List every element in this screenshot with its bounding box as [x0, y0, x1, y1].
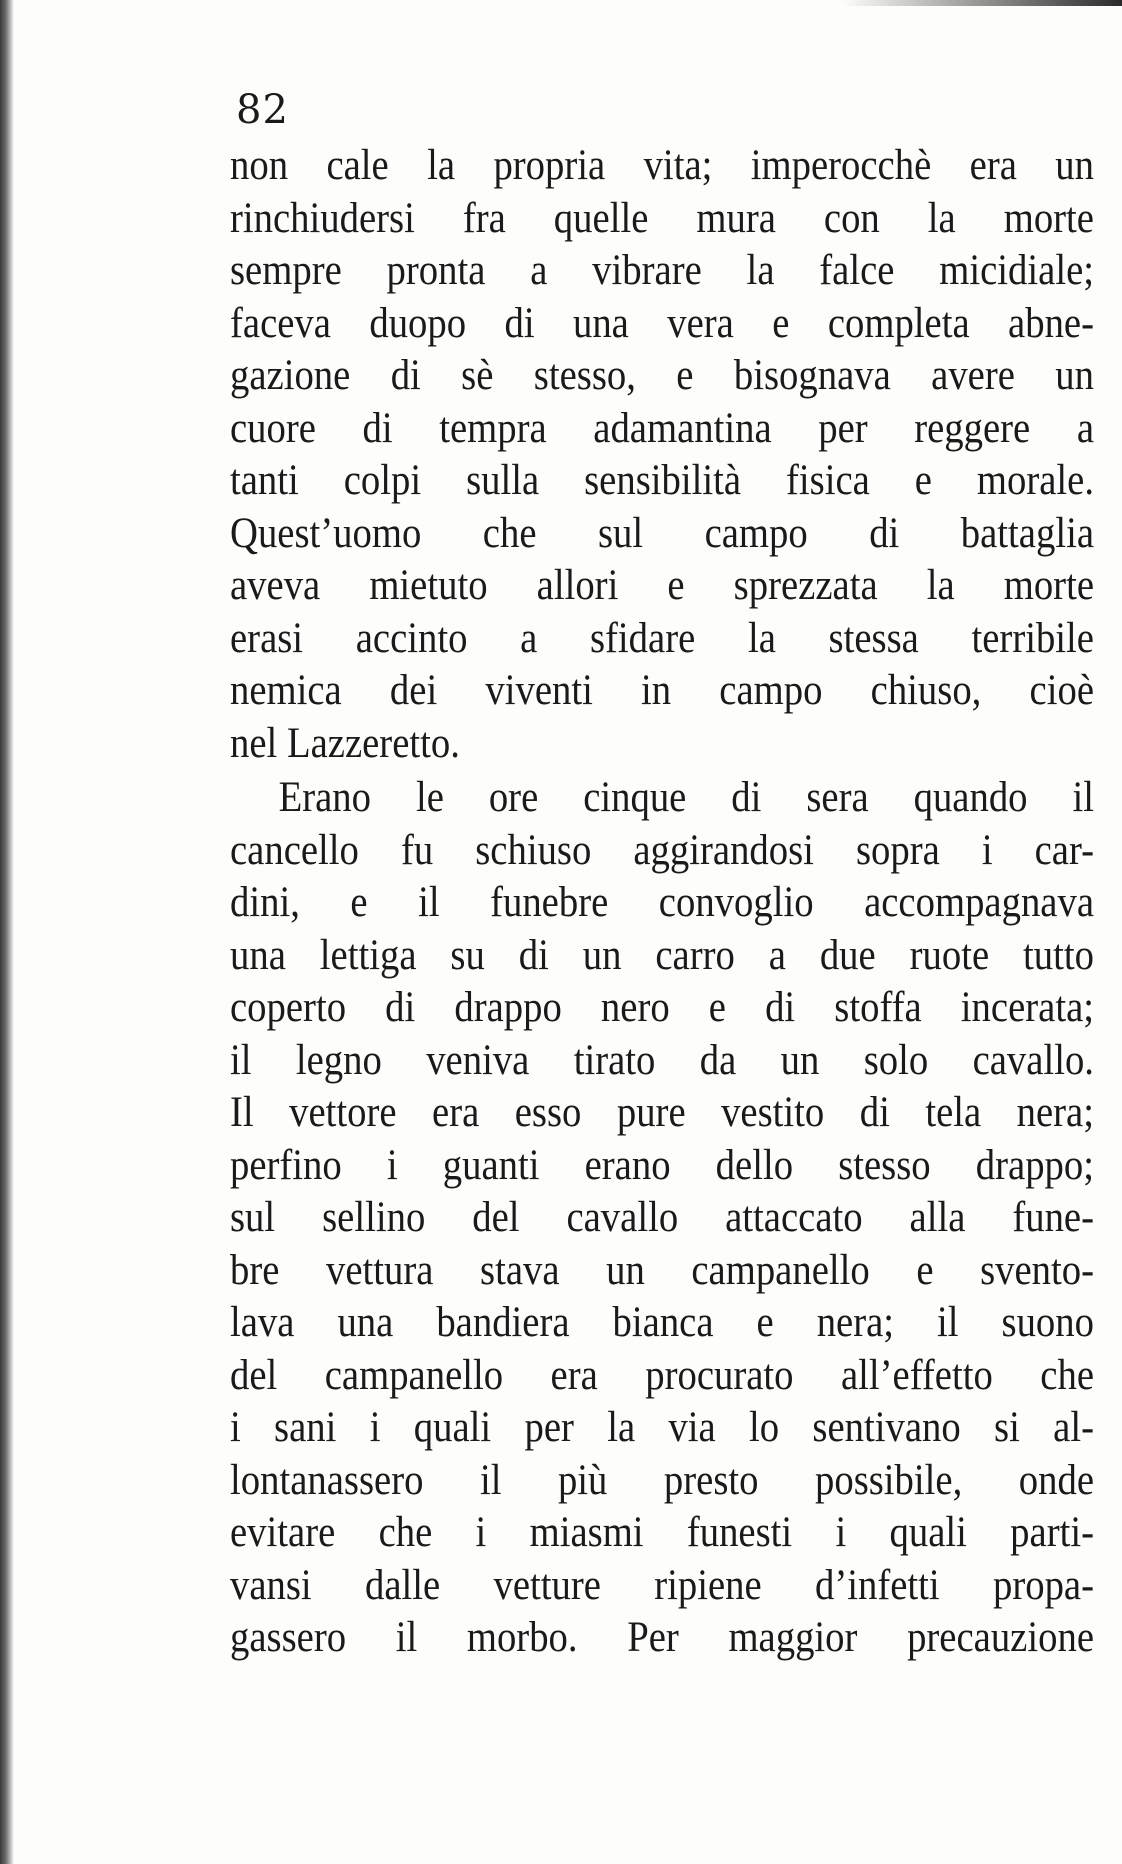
book-page [230, 86, 1095, 1665]
text-line: sul sellino del cavallo attaccato alla fune- [230, 1194, 1094, 1241]
text-line: lava una bandiera bianca e nera; il suono [230, 1299, 1094, 1346]
text-line: non cale la propria vita; imperocchè era un [230, 142, 1094, 189]
text-line: del campanello era procurato all’effetto che [230, 1351, 1094, 1399]
text-line: nel Lazzeretto. [230, 719, 460, 767]
scan-edge-mark [842, 0, 1122, 6]
text-line: lontanassero il più presto possibile, onde [230, 1456, 1094, 1504]
text-line: sempre pronta a vibrare la falce micidiale; [230, 247, 1094, 294]
text-line: Quest’uomo che sul campo di battaglia [230, 509, 1094, 557]
text-line: evitare che i miasmi funesti i quali parti- [230, 1509, 1094, 1556]
text-line: erasi accinto a sfidare la stessa terribile [230, 614, 1094, 662]
text-line: dini, e il funebre convoglio accompagnava [230, 879, 1094, 926]
page-number: 82 [236, 87, 289, 133]
book-binding-edge [0, 0, 14, 1864]
text-line: faceva duopo di una vera e completa abne- [230, 299, 1094, 347]
text-line: gazione di sè stesso, e bisognava avere un [230, 352, 1094, 399]
text-line: cancello fu schiuso aggirandosi sopra i car- [230, 826, 1094, 874]
text-line: bre vettura stava un campanello e svento- [230, 1246, 1094, 1294]
text-line: aveva mietuto allori e sprezzata la morte [230, 562, 1094, 609]
text-line: tanti colpi sulla sensibilità fisica e morale. [230, 457, 1094, 504]
text-line: i sani i quali per la via lo sentivano si al- [230, 1404, 1094, 1451]
text-line: Il vettore era esso pure vestito di tela nera; [230, 1089, 1094, 1136]
text-line: nemica dei viventi in campo chiuso, cioè [230, 667, 1094, 714]
text-line: Erano le ore cinque di sera quando il [278, 774, 1095, 821]
text-line: il legno veniva tirato da un solo cavallo. [230, 1036, 1094, 1084]
paragraph-2 [230, 772, 1095, 1665]
text-line: gassero il morbo. Per maggior precauzione [230, 1614, 1094, 1661]
text-line: rinchiudersi fra quelle mura con la morte [230, 194, 1094, 242]
paragraph-1 [230, 140, 1094, 770]
text-line: coperto di drappo nero e di stoffa incerata; [230, 984, 1094, 1031]
text-line: vansi dalle vetture ripiene d’infetti propa- [230, 1561, 1094, 1609]
text-line: cuore di tempra adamantina per reggere a [230, 404, 1094, 452]
text-line: perfino i guanti erano dello stesso drappo; [230, 1141, 1094, 1189]
text-line: una lettiga su di un carro a due ruote tutto [230, 931, 1094, 979]
